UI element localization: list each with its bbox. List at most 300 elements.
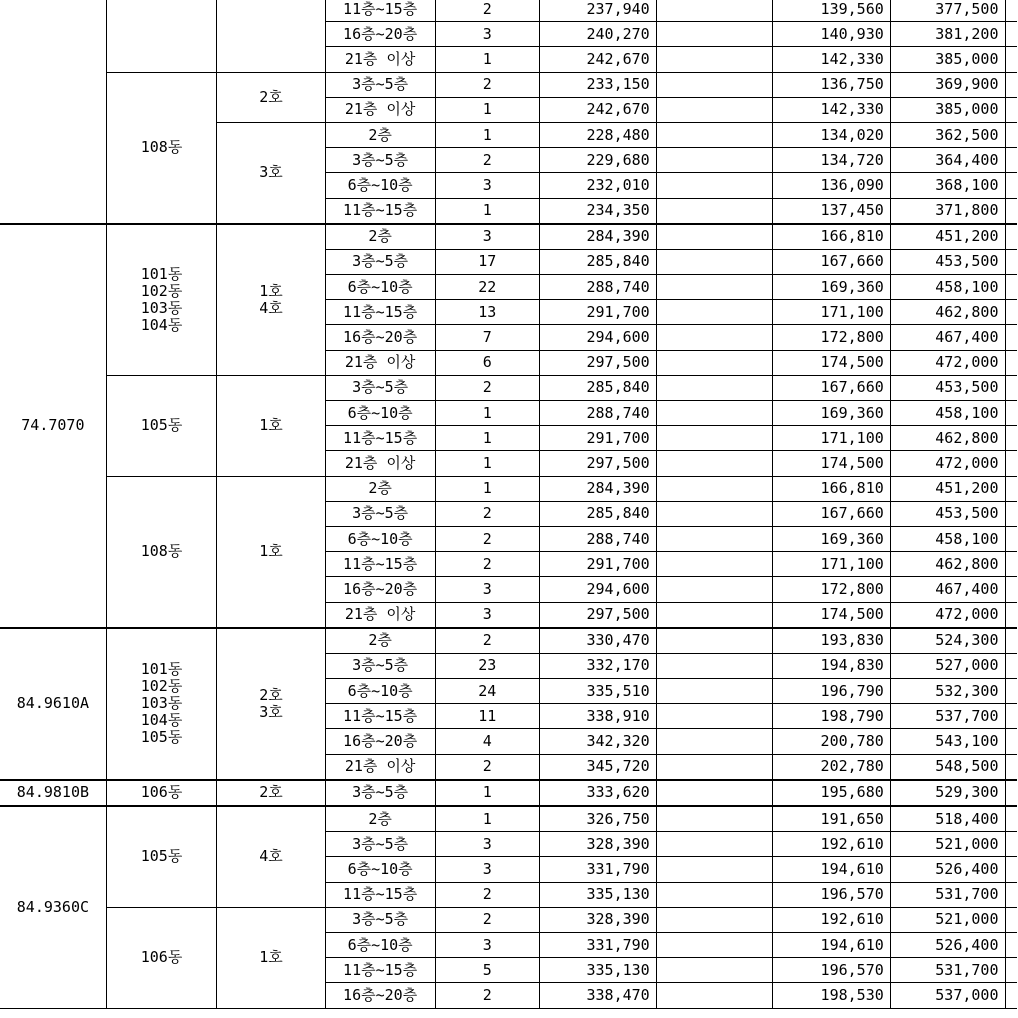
area-cell: 84.9610A xyxy=(0,628,106,780)
price-a-cell: 237,940 xyxy=(540,0,657,22)
floor-cell: 3층~5층 xyxy=(325,780,435,806)
trailing-cell xyxy=(1005,122,1017,147)
floor-cell: 2층 xyxy=(325,476,435,501)
trailing-cell xyxy=(1005,882,1017,907)
trailing-cell xyxy=(1005,552,1017,577)
price-b-cell xyxy=(656,476,772,501)
price-b-cell xyxy=(656,501,772,526)
floor-cell: 3층~5층 xyxy=(325,501,435,526)
floor-cell: 16층~20층 xyxy=(325,577,435,602)
trailing-cell xyxy=(1005,375,1017,400)
households-cell: 1 xyxy=(435,780,539,806)
price-c-cell: 167,660 xyxy=(773,249,891,274)
price-c-cell: 200,780 xyxy=(773,729,891,754)
households-cell: 5 xyxy=(435,958,539,983)
price-a-cell: 288,740 xyxy=(540,275,657,300)
floor-cell: 3층~5층 xyxy=(325,375,435,400)
price-b-cell xyxy=(656,198,772,224)
building-cell: 106동 xyxy=(106,907,217,1008)
price-b-cell xyxy=(656,426,772,451)
floor-cell: 11층~15층 xyxy=(325,958,435,983)
households-cell: 1 xyxy=(435,426,539,451)
building-cell: 106동 xyxy=(106,780,217,806)
price-c-cell: 194,830 xyxy=(773,653,891,678)
price-c-cell: 166,810 xyxy=(773,224,891,250)
price-a-cell: 284,390 xyxy=(540,224,657,250)
price-c-cell: 193,830 xyxy=(773,628,891,654)
total-cell: 524,300 xyxy=(890,628,1005,654)
trailing-cell xyxy=(1005,300,1017,325)
trailing-cell xyxy=(1005,350,1017,375)
price-a-cell: 228,480 xyxy=(540,122,657,147)
floor-cell: 11층~15층 xyxy=(325,882,435,907)
floor-cell: 6층~10층 xyxy=(325,857,435,882)
trailing-cell xyxy=(1005,958,1017,983)
price-a-cell: 294,600 xyxy=(540,577,657,602)
total-cell: 458,100 xyxy=(890,401,1005,426)
floor-cell: 3층~5층 xyxy=(325,907,435,932)
price-c-cell: 169,360 xyxy=(773,526,891,551)
price-a-cell: 335,130 xyxy=(540,882,657,907)
floor-cell: 21층 이상 xyxy=(325,754,435,780)
households-cell: 23 xyxy=(435,653,539,678)
households-cell: 3 xyxy=(435,857,539,882)
trailing-cell xyxy=(1005,602,1017,628)
price-a-cell: 285,840 xyxy=(540,249,657,274)
trailing-cell xyxy=(1005,0,1017,22)
households-cell: 1 xyxy=(435,47,539,72)
trailing-cell xyxy=(1005,173,1017,198)
floor-cell: 21층 이상 xyxy=(325,451,435,476)
price-c-cell: 198,530 xyxy=(773,983,891,1008)
unit-cell: 4호 xyxy=(217,806,325,907)
trailing-cell xyxy=(1005,577,1017,602)
price-c-cell: 202,780 xyxy=(773,754,891,780)
trailing-cell xyxy=(1005,275,1017,300)
price-c-cell: 195,680 xyxy=(773,780,891,806)
price-b-cell xyxy=(656,932,772,957)
floor-cell: 3층~5층 xyxy=(325,832,435,857)
floor-cell: 6층~10층 xyxy=(325,679,435,704)
total-cell: 537,700 xyxy=(890,704,1005,729)
price-c-cell: 167,660 xyxy=(773,501,891,526)
total-cell: 362,500 xyxy=(890,122,1005,147)
trailing-cell xyxy=(1005,426,1017,451)
total-cell: 526,400 xyxy=(890,857,1005,882)
price-b-cell xyxy=(656,249,772,274)
price-c-cell: 172,800 xyxy=(773,577,891,602)
total-cell: 531,700 xyxy=(890,958,1005,983)
price-b-cell xyxy=(656,602,772,628)
building-cell xyxy=(106,0,217,72)
total-cell: 451,200 xyxy=(890,224,1005,250)
trailing-cell xyxy=(1005,47,1017,72)
floor-cell: 3층~5층 xyxy=(325,72,435,97)
households-cell: 22 xyxy=(435,275,539,300)
price-b-cell xyxy=(656,122,772,147)
total-cell: 521,000 xyxy=(890,832,1005,857)
households-cell: 11 xyxy=(435,704,539,729)
price-b-cell xyxy=(656,679,772,704)
price-a-cell: 284,390 xyxy=(540,476,657,501)
floor-cell: 21층 이상 xyxy=(325,97,435,122)
price-a-cell: 288,740 xyxy=(540,526,657,551)
total-cell: 543,100 xyxy=(890,729,1005,754)
price-a-cell: 330,470 xyxy=(540,628,657,654)
floor-cell: 16층~20층 xyxy=(325,22,435,47)
price-b-cell xyxy=(656,806,772,832)
floor-cell: 2층 xyxy=(325,224,435,250)
price-b-cell xyxy=(656,832,772,857)
price-b-cell xyxy=(656,275,772,300)
trailing-cell xyxy=(1005,451,1017,476)
households-cell: 1 xyxy=(435,401,539,426)
price-a-cell: 291,700 xyxy=(540,426,657,451)
price-a-cell: 328,390 xyxy=(540,832,657,857)
households-cell: 2 xyxy=(435,148,539,173)
households-cell: 1 xyxy=(435,122,539,147)
households-cell: 2 xyxy=(435,501,539,526)
floor-cell: 16층~20층 xyxy=(325,983,435,1008)
unit-cell: 1호 xyxy=(217,375,325,476)
table-row xyxy=(0,628,1017,654)
price-b-cell xyxy=(656,526,772,551)
households-cell: 2 xyxy=(435,0,539,22)
total-cell: 377,500 xyxy=(890,0,1005,22)
price-b-cell xyxy=(656,224,772,250)
total-cell: 458,100 xyxy=(890,275,1005,300)
price-a-cell: 234,350 xyxy=(540,198,657,224)
trailing-cell xyxy=(1005,97,1017,122)
price-a-cell: 297,500 xyxy=(540,602,657,628)
price-c-cell: 169,360 xyxy=(773,275,891,300)
total-cell: 462,800 xyxy=(890,300,1005,325)
total-cell: 472,000 xyxy=(890,451,1005,476)
households-cell: 3 xyxy=(435,224,539,250)
price-a-cell: 331,790 xyxy=(540,932,657,957)
floor-cell: 3층~5층 xyxy=(325,653,435,678)
floor-cell: 6층~10층 xyxy=(325,275,435,300)
households-cell: 2 xyxy=(435,882,539,907)
price-a-cell: 291,700 xyxy=(540,300,657,325)
total-cell: 368,100 xyxy=(890,173,1005,198)
floor-cell: 21층 이상 xyxy=(325,602,435,628)
total-cell: 521,000 xyxy=(890,907,1005,932)
area-cell: 84.9810B xyxy=(0,780,106,806)
total-cell: 467,400 xyxy=(890,577,1005,602)
unit-cell: 2호 3호 xyxy=(217,628,325,780)
trailing-cell xyxy=(1005,653,1017,678)
price-a-cell: 326,750 xyxy=(540,806,657,832)
price-c-cell: 136,750 xyxy=(773,72,891,97)
trailing-cell xyxy=(1005,704,1017,729)
total-cell: 462,800 xyxy=(890,426,1005,451)
households-cell: 3 xyxy=(435,577,539,602)
price-c-cell: 134,720 xyxy=(773,148,891,173)
price-b-cell xyxy=(656,148,772,173)
trailing-cell xyxy=(1005,932,1017,957)
trailing-cell xyxy=(1005,325,1017,350)
total-cell: 532,300 xyxy=(890,679,1005,704)
price-b-cell xyxy=(656,577,772,602)
floor-cell: 16층~20층 xyxy=(325,729,435,754)
trailing-cell xyxy=(1005,832,1017,857)
price-c-cell: 139,560 xyxy=(773,0,891,22)
trailing-cell xyxy=(1005,983,1017,1008)
price-a-cell: 240,270 xyxy=(540,22,657,47)
households-cell: 3 xyxy=(435,22,539,47)
total-cell: 364,400 xyxy=(890,148,1005,173)
trailing-cell xyxy=(1005,72,1017,97)
price-a-cell: 338,910 xyxy=(540,704,657,729)
households-cell: 2 xyxy=(435,628,539,654)
unit-cell: 2호 xyxy=(217,72,325,122)
building-cell: 108동 xyxy=(106,72,217,224)
price-c-cell: 194,610 xyxy=(773,857,891,882)
total-cell: 453,500 xyxy=(890,501,1005,526)
households-cell: 1 xyxy=(435,476,539,501)
households-cell: 3 xyxy=(435,832,539,857)
floor-cell: 16층~20층 xyxy=(325,325,435,350)
total-cell: 458,100 xyxy=(890,526,1005,551)
area-cell: 74.7070 xyxy=(0,224,106,628)
price-b-cell xyxy=(656,857,772,882)
total-cell: 369,900 xyxy=(890,72,1005,97)
trailing-cell xyxy=(1005,780,1017,806)
households-cell: 2 xyxy=(435,754,539,780)
floor-cell: 3층~5층 xyxy=(325,249,435,274)
total-cell: 371,800 xyxy=(890,198,1005,224)
price-b-cell xyxy=(656,552,772,577)
floor-cell: 11층~15층 xyxy=(325,552,435,577)
building-cell: 101동 102동 103동 104동 105동 xyxy=(106,628,217,780)
trailing-cell xyxy=(1005,198,1017,224)
price-b-cell xyxy=(656,173,772,198)
total-cell: 451,200 xyxy=(890,476,1005,501)
price-b-cell xyxy=(656,401,772,426)
floor-cell: 2층 xyxy=(325,122,435,147)
price-a-cell: 328,390 xyxy=(540,907,657,932)
price-b-cell xyxy=(656,72,772,97)
households-cell: 1 xyxy=(435,198,539,224)
table-row xyxy=(0,907,1017,932)
price-a-cell: 242,670 xyxy=(540,47,657,72)
table-row xyxy=(0,476,1017,501)
price-c-cell: 171,100 xyxy=(773,426,891,451)
price-a-cell: 331,790 xyxy=(540,857,657,882)
price-a-cell: 242,670 xyxy=(540,97,657,122)
total-cell: 462,800 xyxy=(890,552,1005,577)
price-a-cell: 333,620 xyxy=(540,780,657,806)
unit-cell: 1호 xyxy=(217,907,325,1008)
floor-cell: 11층~15층 xyxy=(325,704,435,729)
trailing-cell xyxy=(1005,249,1017,274)
price-b-cell xyxy=(656,729,772,754)
price-c-cell: 194,610 xyxy=(773,932,891,957)
price-b-cell xyxy=(656,653,772,678)
table-row xyxy=(0,375,1017,400)
households-cell: 2 xyxy=(435,907,539,932)
households-cell: 3 xyxy=(435,173,539,198)
trailing-cell xyxy=(1005,401,1017,426)
households-cell: 6 xyxy=(435,350,539,375)
households-cell: 17 xyxy=(435,249,539,274)
households-cell: 3 xyxy=(435,932,539,957)
total-cell: 385,000 xyxy=(890,97,1005,122)
households-cell: 2 xyxy=(435,983,539,1008)
total-cell: 531,700 xyxy=(890,882,1005,907)
floor-cell: 11층~15층 xyxy=(325,0,435,22)
total-cell: 529,300 xyxy=(890,780,1005,806)
floor-cell: 6층~10층 xyxy=(325,526,435,551)
floor-cell: 21층 이상 xyxy=(325,350,435,375)
price-c-cell: 191,650 xyxy=(773,806,891,832)
trailing-cell xyxy=(1005,476,1017,501)
table-row xyxy=(0,224,1017,250)
households-cell: 13 xyxy=(435,300,539,325)
total-cell: 548,500 xyxy=(890,754,1005,780)
households-cell: 4 xyxy=(435,729,539,754)
unit-cell: 2호 xyxy=(217,780,325,806)
floor-cell: 21층 이상 xyxy=(325,47,435,72)
price-b-cell xyxy=(656,704,772,729)
price-a-cell: 233,150 xyxy=(540,72,657,97)
households-cell: 3 xyxy=(435,602,539,628)
price-c-cell: 196,570 xyxy=(773,958,891,983)
building-cell: 101동 102동 103동 104동 xyxy=(106,224,217,376)
trailing-cell xyxy=(1005,22,1017,47)
price-b-cell xyxy=(656,958,772,983)
unit-cell: 3호 xyxy=(217,122,325,223)
total-cell: 526,400 xyxy=(890,932,1005,957)
price-c-cell: 171,100 xyxy=(773,300,891,325)
households-cell: 2 xyxy=(435,72,539,97)
price-a-cell: 297,500 xyxy=(540,350,657,375)
price-b-cell xyxy=(656,907,772,932)
total-cell: 385,000 xyxy=(890,47,1005,72)
households-cell: 2 xyxy=(435,552,539,577)
price-c-cell: 172,800 xyxy=(773,325,891,350)
price-a-cell: 229,680 xyxy=(540,148,657,173)
trailing-cell xyxy=(1005,148,1017,173)
households-cell: 1 xyxy=(435,451,539,476)
floor-cell: 11층~15층 xyxy=(325,198,435,224)
price-a-cell: 332,170 xyxy=(540,653,657,678)
price-a-cell: 294,600 xyxy=(540,325,657,350)
price-a-cell: 338,470 xyxy=(540,983,657,1008)
price-b-cell xyxy=(656,47,772,72)
price-a-cell: 335,130 xyxy=(540,958,657,983)
unit-cell: 1호 4호 xyxy=(217,224,325,376)
price-c-cell: 192,610 xyxy=(773,907,891,932)
price-c-cell: 140,930 xyxy=(773,22,891,47)
total-cell: 467,400 xyxy=(890,325,1005,350)
unit-cell: 1호 xyxy=(217,476,325,628)
building-cell: 108동 xyxy=(106,476,217,628)
total-cell: 472,000 xyxy=(890,350,1005,375)
total-cell: 518,400 xyxy=(890,806,1005,832)
area-cell: 84.9360C xyxy=(0,806,106,1008)
price-c-cell: 196,570 xyxy=(773,882,891,907)
trailing-cell xyxy=(1005,806,1017,832)
table-row xyxy=(0,72,1017,97)
households-cell: 24 xyxy=(435,679,539,704)
floor-cell: 2층 xyxy=(325,628,435,654)
unit-cell xyxy=(217,0,325,72)
floor-cell: 2층 xyxy=(325,806,435,832)
households-cell: 7 xyxy=(435,325,539,350)
price-c-cell: 169,360 xyxy=(773,401,891,426)
price-b-cell xyxy=(656,325,772,350)
total-cell: 472,000 xyxy=(890,602,1005,628)
price-c-cell: 174,500 xyxy=(773,350,891,375)
price-c-cell: 167,660 xyxy=(773,375,891,400)
floor-cell: 3층~5층 xyxy=(325,148,435,173)
trailing-cell xyxy=(1005,754,1017,780)
total-cell: 381,200 xyxy=(890,22,1005,47)
trailing-cell xyxy=(1005,679,1017,704)
table-row xyxy=(0,780,1017,806)
price-a-cell: 285,840 xyxy=(540,375,657,400)
price-a-cell: 288,740 xyxy=(540,401,657,426)
price-a-cell: 335,510 xyxy=(540,679,657,704)
households-cell: 1 xyxy=(435,806,539,832)
price-b-cell xyxy=(656,754,772,780)
price-c-cell: 134,020 xyxy=(773,122,891,147)
price-a-cell: 285,840 xyxy=(540,501,657,526)
price-a-cell: 232,010 xyxy=(540,173,657,198)
price-b-cell xyxy=(656,300,772,325)
price-c-cell: 174,500 xyxy=(773,451,891,476)
price-b-cell xyxy=(656,350,772,375)
price-c-cell: 136,090 xyxy=(773,173,891,198)
price-c-cell: 137,450 xyxy=(773,198,891,224)
floor-cell: 6층~10층 xyxy=(325,401,435,426)
households-cell: 1 xyxy=(435,97,539,122)
total-cell: 537,000 xyxy=(890,983,1005,1008)
price-a-cell: 345,720 xyxy=(540,754,657,780)
floor-cell: 6층~10층 xyxy=(325,173,435,198)
price-a-cell: 291,700 xyxy=(540,552,657,577)
area-cell xyxy=(0,0,106,224)
price-b-cell xyxy=(656,983,772,1008)
trailing-cell xyxy=(1005,729,1017,754)
table-row xyxy=(0,0,1017,22)
total-cell: 453,500 xyxy=(890,375,1005,400)
price-b-cell xyxy=(656,97,772,122)
price-c-cell: 166,810 xyxy=(773,476,891,501)
price-b-cell xyxy=(656,22,772,47)
total-cell: 453,500 xyxy=(890,249,1005,274)
trailing-cell xyxy=(1005,857,1017,882)
trailing-cell xyxy=(1005,224,1017,250)
price-c-cell: 198,790 xyxy=(773,704,891,729)
trailing-cell xyxy=(1005,907,1017,932)
price-b-cell xyxy=(656,882,772,907)
price-a-cell: 297,500 xyxy=(540,451,657,476)
price-b-cell xyxy=(656,451,772,476)
price-c-cell: 142,330 xyxy=(773,47,891,72)
trailing-cell xyxy=(1005,628,1017,654)
households-cell: 2 xyxy=(435,526,539,551)
table-row xyxy=(0,806,1017,832)
price-b-cell xyxy=(656,0,772,22)
price-c-cell: 174,500 xyxy=(773,602,891,628)
price-a-cell: 342,320 xyxy=(540,729,657,754)
price-b-cell xyxy=(656,375,772,400)
price-b-cell xyxy=(656,628,772,654)
floor-cell: 11층~15층 xyxy=(325,426,435,451)
